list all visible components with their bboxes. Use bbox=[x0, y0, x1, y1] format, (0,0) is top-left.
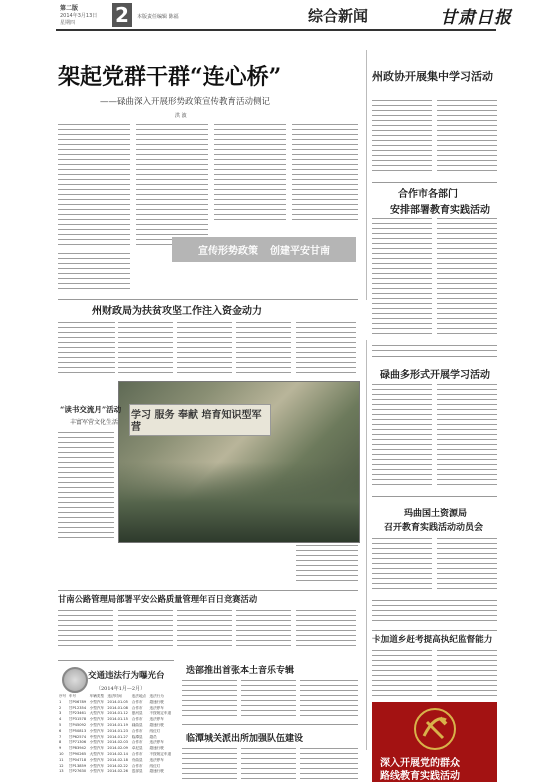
kajiang-body-1 bbox=[372, 650, 432, 698]
section-title: 综合新闻 bbox=[308, 7, 369, 25]
traffic-cell-type: 中型汽车 bbox=[89, 734, 105, 739]
traffic-cell-place: 合作市 bbox=[131, 705, 143, 710]
maqu-headline-1: 玛曲国土资源局 bbox=[404, 509, 468, 519]
traffic-cell-time: 2014.01.08 bbox=[107, 705, 128, 710]
news-photo bbox=[118, 381, 360, 543]
traffic-cell-time: 2014.01.23 bbox=[107, 728, 128, 733]
gongan-body-5 bbox=[296, 610, 356, 650]
traffic-cell-no: 13 bbox=[59, 769, 64, 774]
traffic-table bbox=[58, 694, 174, 775]
traffic-cell-type: 小型汽车 bbox=[89, 717, 105, 722]
traffic-cell-plate: 甘P13859 bbox=[68, 763, 87, 768]
traffic-cell-place: 卓尼县 bbox=[131, 746, 143, 751]
traffic-cell-violation: 违法停车 bbox=[149, 757, 164, 762]
traffic-cell-plate: 甘P90265 bbox=[68, 751, 87, 756]
kajiang-body-2 bbox=[437, 650, 497, 698]
lintan-body-2 bbox=[241, 748, 296, 780]
traffic-cell-violation: 不按规定车道 bbox=[149, 751, 172, 756]
gongan-rule bbox=[58, 590, 358, 591]
traffic-cell-plate: 甘P62574 bbox=[68, 734, 87, 739]
police-emblem bbox=[62, 667, 88, 693]
traffic-cell-no: 10 bbox=[59, 751, 64, 756]
caizheng-body-3 bbox=[177, 322, 232, 374]
zhouzheng-body-2 bbox=[437, 100, 497, 175]
lead-body-col-1 bbox=[58, 124, 130, 246]
edition-info bbox=[60, 5, 110, 27]
promo-line-1: 深入开展党的群众 bbox=[380, 758, 460, 769]
traffic-cell-place: 合作市 bbox=[131, 763, 143, 768]
traffic-cell-place: 夏河县 bbox=[131, 711, 143, 716]
traffic-cell-place: 舟曲县 bbox=[131, 757, 143, 762]
traffic-cell-violation: 超员 bbox=[149, 734, 157, 739]
traffic-col-plate: 车号 bbox=[68, 694, 77, 698]
dushu-subheadline: 丰富军营文化生活 bbox=[70, 419, 119, 426]
traffic-cell-violation: 超速行驶 bbox=[149, 746, 164, 751]
page-number: 2 bbox=[115, 3, 129, 27]
dieBu-headline: 迭部推出首张本土音乐专辑 bbox=[186, 666, 295, 676]
traffic-cell-time: 2014.02.26 bbox=[107, 769, 128, 774]
lintan-rule bbox=[182, 724, 358, 725]
traffic-cell-plate: 甘P12354 bbox=[68, 705, 87, 710]
kajiang-rule bbox=[372, 600, 497, 601]
traffic-cell-no: 9 bbox=[59, 746, 62, 751]
traffic-cell-plate: 甘P45092 bbox=[68, 722, 87, 727]
maqu-rule bbox=[372, 496, 497, 497]
traffic-cell-type: 小型汽车 bbox=[89, 757, 105, 762]
traffic-cell-no: 5 bbox=[59, 722, 62, 727]
lintan-body-3 bbox=[300, 748, 358, 780]
traffic-col-place: 违法地点 bbox=[131, 694, 147, 698]
traffic-cell-no: 4 bbox=[59, 717, 62, 722]
traffic-col-type: 车辆类型 bbox=[89, 694, 105, 698]
issue-date: 2014年3月13日 bbox=[60, 13, 98, 19]
traffic-cell-time: 2014.02.09 bbox=[107, 746, 128, 751]
dushu-body bbox=[58, 432, 114, 542]
traffic-cell-plate: 甘P50813 bbox=[68, 728, 87, 733]
traffic-cell-type: 小型汽车 bbox=[89, 705, 105, 710]
dieBu-body-3 bbox=[300, 680, 358, 716]
traffic-cell-no: 11 bbox=[59, 757, 64, 762]
traffic-cell-violation: 闯红灯 bbox=[149, 728, 161, 733]
traffic-cell-violation: 闯红灯 bbox=[149, 763, 161, 768]
editor-line: 本版责任编辑 陈福 bbox=[137, 14, 179, 20]
luqu-headline: 碌曲多形式开展学习活动 bbox=[380, 370, 490, 381]
slogan-banner bbox=[172, 237, 356, 262]
traffic-panel bbox=[58, 660, 174, 781]
lead-subheadline: ——碌曲深入开展形势政策宣传教育活动侧记 bbox=[100, 97, 271, 107]
dieBu-body-1 bbox=[182, 680, 237, 716]
maqu-body-1 bbox=[372, 538, 432, 593]
traffic-cell-type: 小型汽车 bbox=[89, 728, 105, 733]
caizheng-body-1 bbox=[58, 322, 115, 374]
lead-body-col-4 bbox=[292, 124, 358, 222]
traffic-cell-time: 2014.02.03 bbox=[107, 740, 128, 745]
traffic-col-time: 违法时间 bbox=[107, 694, 122, 698]
issue-weekday: 星期四 bbox=[60, 20, 76, 26]
traffic-cell-place: 碌曲县 bbox=[131, 722, 143, 727]
traffic-cell-place: 合作市 bbox=[131, 717, 143, 722]
traffic-subtitle: （2014年1月—2月） bbox=[96, 686, 146, 692]
luqu-body-1 bbox=[372, 384, 432, 486]
traffic-cell-type: 小型汽车 bbox=[89, 722, 105, 727]
caizheng-body-4 bbox=[236, 322, 291, 374]
right-column-body-a bbox=[372, 345, 497, 353]
lead-body-col-2 bbox=[136, 124, 208, 246]
traffic-cell-type: 小型汽车 bbox=[89, 740, 105, 745]
lead-body-col-3 bbox=[214, 124, 286, 222]
dushu-headline: “读书交流月”活动 bbox=[60, 405, 122, 414]
traffic-cell-violation: 超速行驶 bbox=[149, 769, 164, 774]
traffic-cell-plate: 甘P71306 bbox=[68, 740, 87, 745]
header-rule bbox=[56, 29, 496, 31]
traffic-cell-no: 12 bbox=[59, 763, 64, 768]
traffic-cell-violation: 违法停车 bbox=[149, 705, 164, 710]
caizheng-rule bbox=[58, 299, 358, 300]
traffic-col-violation: 违法行为 bbox=[149, 694, 164, 698]
traffic-cell-violation: 违法停车 bbox=[149, 717, 164, 722]
dieBu-body-2 bbox=[241, 680, 296, 716]
traffic-cell-type: 大型汽车 bbox=[89, 751, 105, 756]
promo-line-2: 路线教育实践活动 bbox=[380, 771, 460, 782]
edition-label: 第二版 bbox=[60, 5, 79, 12]
luqu-body-2 bbox=[437, 384, 497, 486]
traffic-cell-plate: 甘P27630 bbox=[68, 769, 87, 774]
traffic-cell-no: 6 bbox=[59, 728, 62, 733]
zhouzheng-body-1 bbox=[372, 100, 432, 175]
traffic-cell-time: 2014.01.12 bbox=[107, 711, 128, 716]
lintan-headline: 临潭城关派出所加强队伍建设 bbox=[186, 734, 304, 744]
caizheng-body-2 bbox=[118, 322, 173, 374]
column-rule-right-2 bbox=[366, 340, 367, 750]
hezuo-headline-1: 合作市各部门 bbox=[398, 189, 458, 200]
traffic-cell-place: 合作市 bbox=[131, 699, 143, 704]
party-emblem-icon bbox=[412, 706, 458, 752]
traffic-cell-violation: 超速行驶 bbox=[149, 722, 164, 727]
hezuo-body-2 bbox=[437, 218, 497, 338]
slogan-right: 创建平安甘南 bbox=[270, 246, 330, 257]
traffic-cell-time: 2014.02.18 bbox=[107, 757, 128, 762]
traffic-cell-place: 临潭县 bbox=[131, 734, 143, 739]
traffic-table-header bbox=[58, 694, 174, 700]
lintan-body-1 bbox=[182, 748, 237, 780]
traffic-table-row bbox=[58, 769, 174, 775]
photo-caption-text: 学习 服务 奉献 培育知识型军营 bbox=[131, 410, 262, 433]
traffic-cell-violation: 违法停车 bbox=[149, 740, 164, 745]
caizheng-headline: 州财政局为扶贫攻坚工作注入资金动力 bbox=[92, 306, 262, 317]
traffic-cell-time: 2014.01.27 bbox=[107, 734, 128, 739]
page-number-box bbox=[112, 3, 132, 27]
traffic-cell-violation: 不按规定车道 bbox=[149, 711, 172, 716]
traffic-cell-no: 2 bbox=[59, 705, 62, 710]
traffic-cell-no: 8 bbox=[59, 740, 62, 745]
traffic-col-no: 序号 bbox=[59, 694, 67, 698]
right-divider-1 bbox=[372, 182, 497, 183]
traffic-cell-place: 合作市 bbox=[131, 740, 143, 745]
traffic-cell-time: 2014.01.15 bbox=[107, 717, 128, 722]
right-column-body-b bbox=[372, 605, 497, 625]
zhouzheng-headline: 州政协开展集中学习活动 bbox=[372, 70, 493, 83]
traffic-cell-type: 小型汽车 bbox=[89, 699, 105, 704]
luqu-rule bbox=[372, 356, 497, 357]
photo-side-text bbox=[296, 545, 358, 585]
photo-people-row bbox=[119, 462, 359, 542]
caizheng-body-5 bbox=[296, 322, 356, 374]
lead-byline: 洪 波 bbox=[175, 113, 187, 119]
lead-body-col-0 bbox=[58, 253, 130, 293]
traffic-cell-violation: 超速行驶 bbox=[149, 699, 164, 704]
maqu-body-2 bbox=[437, 538, 497, 593]
traffic-table-row bbox=[58, 723, 174, 729]
traffic-table-row bbox=[58, 729, 174, 735]
slogan-left: 宣传形势政策 bbox=[198, 246, 258, 257]
column-rule-right bbox=[366, 50, 367, 300]
traffic-cell-plate: 甘P06789 bbox=[68, 699, 87, 704]
kajiang-headline: 卡加道乡赶考提高执纪监督能力 bbox=[372, 635, 493, 645]
traffic-cell-no: 3 bbox=[59, 711, 62, 716]
traffic-cell-plate: 甘P23461 bbox=[68, 711, 87, 716]
traffic-cell-no: 7 bbox=[59, 734, 62, 739]
hezuo-body-1 bbox=[372, 218, 432, 338]
traffic-cell-time: 2014.02.22 bbox=[107, 763, 128, 768]
hezuo-headline-2: 安排部署教育实践活动 bbox=[390, 205, 490, 216]
traffic-cell-type: 大型汽车 bbox=[89, 711, 105, 716]
traffic-cell-type: 小型汽车 bbox=[89, 746, 105, 751]
traffic-cell-time: 2014.01.19 bbox=[107, 722, 128, 727]
traffic-cell-plate: 甘P31578 bbox=[68, 717, 87, 722]
traffic-table-wrap bbox=[58, 694, 174, 779]
lead-headline: 架起党群干群“连心桥” bbox=[58, 64, 282, 90]
gongan-body-1 bbox=[58, 610, 113, 650]
masthead-logo: 甘肃日报 bbox=[440, 8, 512, 28]
kajiang-rule-2 bbox=[372, 630, 497, 631]
gongan-body-4 bbox=[236, 610, 291, 650]
traffic-cell-plate: 甘P04718 bbox=[68, 757, 87, 762]
traffic-cell-type: 小型汽车 bbox=[89, 769, 105, 774]
traffic-cell-time: 2014.01.05 bbox=[107, 699, 128, 704]
traffic-table-row bbox=[58, 758, 174, 764]
traffic-table-row bbox=[58, 752, 174, 758]
traffic-cell-no: 1 bbox=[59, 699, 62, 704]
traffic-cell-place: 合作市 bbox=[131, 728, 143, 733]
traffic-cell-plate: 甘P83942 bbox=[68, 746, 87, 751]
traffic-cell-place: 合作市 bbox=[131, 751, 143, 756]
traffic-cell-place: 迭部县 bbox=[131, 769, 143, 774]
maqu-headline-2: 召开教育实践活动动员会 bbox=[384, 523, 484, 533]
traffic-cell-time: 2014.02.14 bbox=[107, 751, 128, 756]
gongan-body-2 bbox=[118, 610, 173, 650]
gongan-headline: 甘南公路管理局部署平安公路质量管理年百日竞赛活动 bbox=[58, 594, 258, 604]
traffic-title: 交通违法行为曝光台 bbox=[88, 671, 165, 681]
campaign-promo-box bbox=[372, 702, 497, 782]
traffic-cell-type: 小型汽车 bbox=[89, 763, 105, 768]
gongan-body-3 bbox=[177, 610, 232, 650]
traffic-table-row bbox=[58, 700, 174, 706]
